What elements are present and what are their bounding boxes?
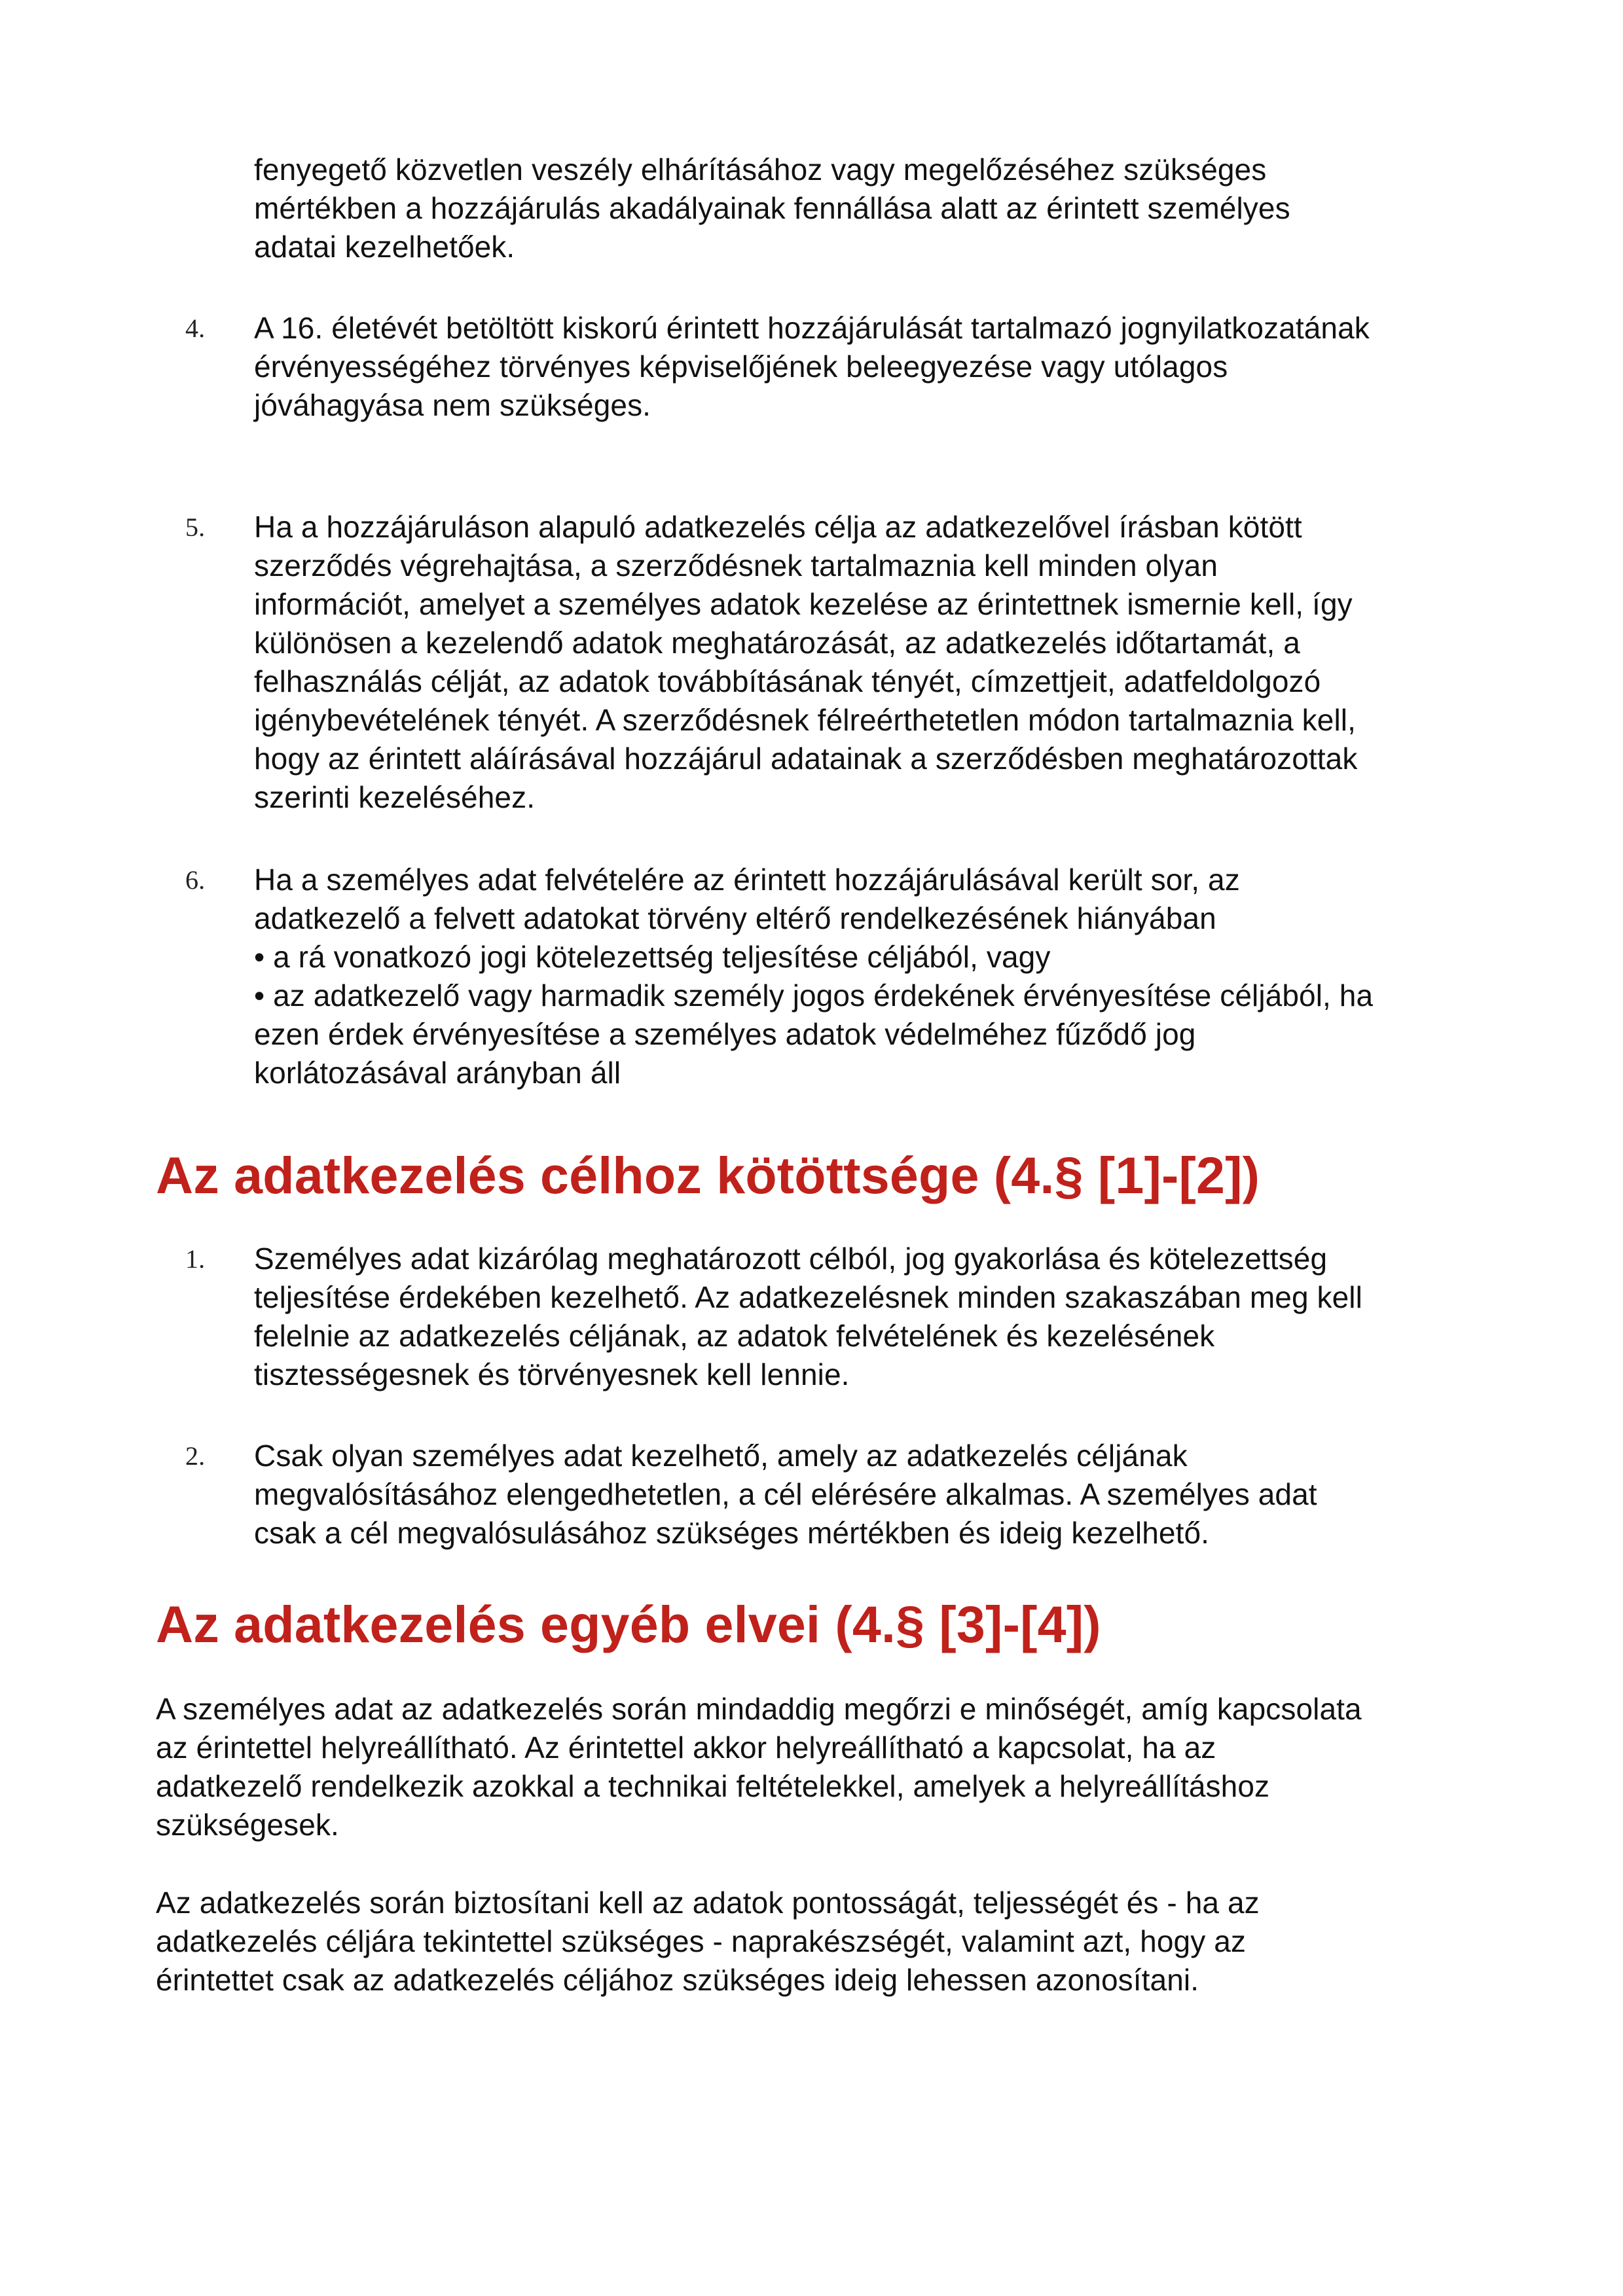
list-item-text: [254, 508, 1498, 817]
paragraph: [156, 1884, 1498, 2000]
text-line: tisztességesnek és törvényesnek kell lennie.: [254, 1357, 850, 1391]
text-line: adatkezelő a felvett adatokat törvény eltérő rendelkezésének hiányában: [254, 901, 1216, 935]
text-line: Az adatkezelés során biztosítani kell az adatok pontosságát, teljességét és - ha az: [156, 1886, 1260, 1920]
bullet-line: • az adatkezelő vagy harmadik személy jogos érdekének érvényesítése céljából, ha: [254, 978, 1374, 1013]
text-line: érvényességéhez törvényes képviselőjének beleegyezése vagy utólagos: [254, 350, 1228, 384]
bullet-line: • a rá vonatkozó jogi kötelezettség teljesítése céljából, vagy: [254, 940, 1051, 974]
list-item-text: [254, 861, 1498, 1092]
text-line: A 16. életévét betöltött kiskorú érintett hozzájárulását tartalmazó jognyilatkozatának: [254, 311, 1370, 345]
text-line: mértékben a hozzájárulás akadályainak fennállása alatt az érintett személyes: [254, 191, 1290, 225]
text-line: felhasználás célját, az adatok továbbításának tényét, címzettjeit, adatfeldolgozó: [254, 664, 1321, 698]
text-line: szerződés végrehajtása, a szerződésnek tartalmaznia kell minden olyan: [254, 548, 1218, 583]
text-line: szerinti kezeléséhez.: [254, 780, 536, 814]
text-line: Csak olyan személyes adat kezelhető, amely az adatkezelés céljának: [254, 1439, 1188, 1473]
text-line: adatkezelő rendelkezik azokkal a technikai feltételekkel, amelyek a helyreállításhoz: [156, 1769, 1270, 1803]
text-line: fenyegető közvetlen veszély elhárításához vagy megelőzéséhez szükséges: [254, 152, 1267, 187]
text-line: az érintettel helyreállítható. Az érintettel akkor helyreállítható a kapcsolat, ha az: [156, 1731, 1216, 1765]
text-line: szükségesek.: [156, 1808, 339, 1842]
text-line: adatkezelés céljára tekintettel szükséges - naprakészségét, valamint azt, hogy az: [156, 1924, 1246, 1958]
continuation-paragraph: [254, 151, 1498, 266]
section-heading: Az adatkezelés célhoz kötöttsége (4.§ [1]-[2]): [156, 1146, 1260, 1204]
text-line: Ha a hozzájáruláson alapuló adatkezelés célja az adatkezelővel írásban kötött: [254, 510, 1302, 544]
text-line: Ha a személyes adat felvételére az érintett hozzájárulásával került sor, az: [254, 863, 1240, 897]
text-line: információt, amelyet a személyes adatok kezelése az érintettnek ismernie kell, így: [254, 587, 1353, 621]
list-item-text: [254, 1437, 1498, 1552]
text-line: felelnie az adatkezelés céljának, az adatok felvételének és kezelésének: [254, 1319, 1215, 1353]
section-heading: Az adatkezelés egyéb elvei (4.§ [3]-[4]): [156, 1595, 1101, 1653]
list-item-text: [254, 309, 1498, 425]
text-line: jóváhagyása nem szükséges.: [254, 388, 651, 422]
text-line: érintettet csak az adatkezelés céljához szükséges ideig lehessen azonosítani.: [156, 1963, 1199, 1997]
paragraph: [156, 1690, 1498, 1844]
text-line: adatai kezelhetőek.: [254, 230, 515, 264]
text-line: teljesítése érdekében kezelhető. Az adatkezelésnek minden szakaszában meg kell: [254, 1280, 1362, 1314]
text-line: ezen érdek érvényesítése a személyes adatok védelméhez fűződő jog: [254, 1017, 1196, 1051]
text-line: megvalósításához elengedhetetlen, a cél elérésére alkalmas. A személyes adat: [254, 1477, 1317, 1511]
list-item-number: 6.: [185, 865, 206, 895]
list-item-number: 2.: [185, 1441, 206, 1471]
text-line: különösen a kezelendő adatok meghatározását, az adatkezelés időtartamát, a: [254, 626, 1300, 660]
text-line: hogy az érintett aláírásával hozzájárul adatainak a szerződésben meghatározottak: [254, 742, 1358, 776]
list-item-text: [254, 1240, 1498, 1394]
list-item-number: 4.: [185, 314, 206, 343]
text-line: csak a cél megvalósulásához szükséges mértékben és ideig kezelhető.: [254, 1516, 1210, 1550]
text-line: Személyes adat kizárólag meghatározott célból, jog gyakorlása és kötelezettség: [254, 1242, 1328, 1276]
list-item-number: 1.: [185, 1244, 206, 1274]
text-line: igénybevételének tényét. A szerződésnek félreérthetetlen módon tartalmaznia kell,: [254, 703, 1356, 737]
text-line: A személyes adat az adatkezelés során mindaddig megőrzi e minőségét, amíg kapcsolata: [156, 1692, 1362, 1726]
text-line: korlátozásával arányban áll: [254, 1056, 621, 1090]
list-item-number: 5.: [185, 512, 206, 542]
